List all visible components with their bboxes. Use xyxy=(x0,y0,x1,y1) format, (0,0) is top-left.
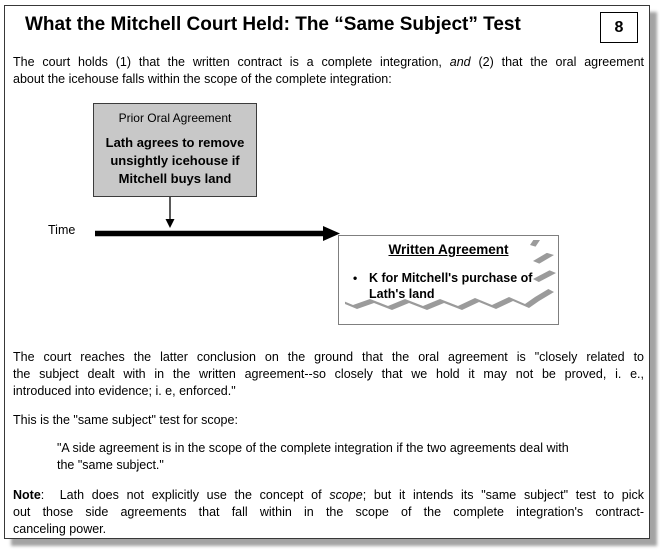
written-box-bullet-row xyxy=(353,270,558,302)
connector-down-arrow-icon xyxy=(163,197,177,228)
intro-paragraph xyxy=(13,54,644,88)
text-line: the subject dealt with in the written agreement--so closely that we hold it may not be proved, i. e., xyxy=(13,367,644,381)
text-line: about the icehouse falls within the scope of the complete integration: xyxy=(13,72,392,86)
bullet-icon: • xyxy=(353,271,358,285)
time-label: Time xyxy=(48,223,76,237)
quote-paragraph xyxy=(57,440,617,474)
written-box-header: Written Agreement xyxy=(388,242,509,257)
written-box-bullet-text: K for Mitchell's purchase of Lath's land xyxy=(369,271,533,301)
text-line: The court holds (1) that the written contract is a complete integration, and (2) that the oral agreement xyxy=(13,55,644,69)
text-line: canceling power. xyxy=(13,522,107,536)
conclusion-paragraph xyxy=(13,349,644,400)
text-line: The court reaches the latter conclusion on the ground that the oral agreement is "closely related to xyxy=(13,350,644,364)
text-line: out those side agreements that fall within in the scope of the complete integration's contract- xyxy=(13,505,644,519)
slide-title: What the Mitchell Court Held: The “Same Subject” Test xyxy=(25,14,521,35)
text-line: Note: Lath does not explicitly use the concept of scope; but it intends its "same subject" test to pick xyxy=(13,488,645,502)
same-subject-line: This is the "same subject" test for scope: xyxy=(13,413,238,427)
page-number: 8 xyxy=(614,18,624,36)
written-box-content xyxy=(339,236,558,302)
written-agreement-box xyxy=(338,235,559,325)
note-paragraph xyxy=(13,487,644,538)
page-number-badge xyxy=(600,12,638,43)
text-line: "A side agreement is in the scope of the complete integration if the two agreements deal with xyxy=(57,441,569,455)
prior-box-header: Prior Oral Agreement xyxy=(118,111,232,125)
text-line: introduced into evidence; i. e, enforced." xyxy=(13,384,236,398)
prior-oral-agreement-box xyxy=(93,103,257,197)
slide-page xyxy=(4,5,650,539)
prior-box-body: Lath agrees to remove unsightly icehouse if Mitchell buys land xyxy=(105,135,245,186)
text-line: the "same subject." xyxy=(57,458,164,472)
timeline-arrow-icon xyxy=(95,225,341,242)
